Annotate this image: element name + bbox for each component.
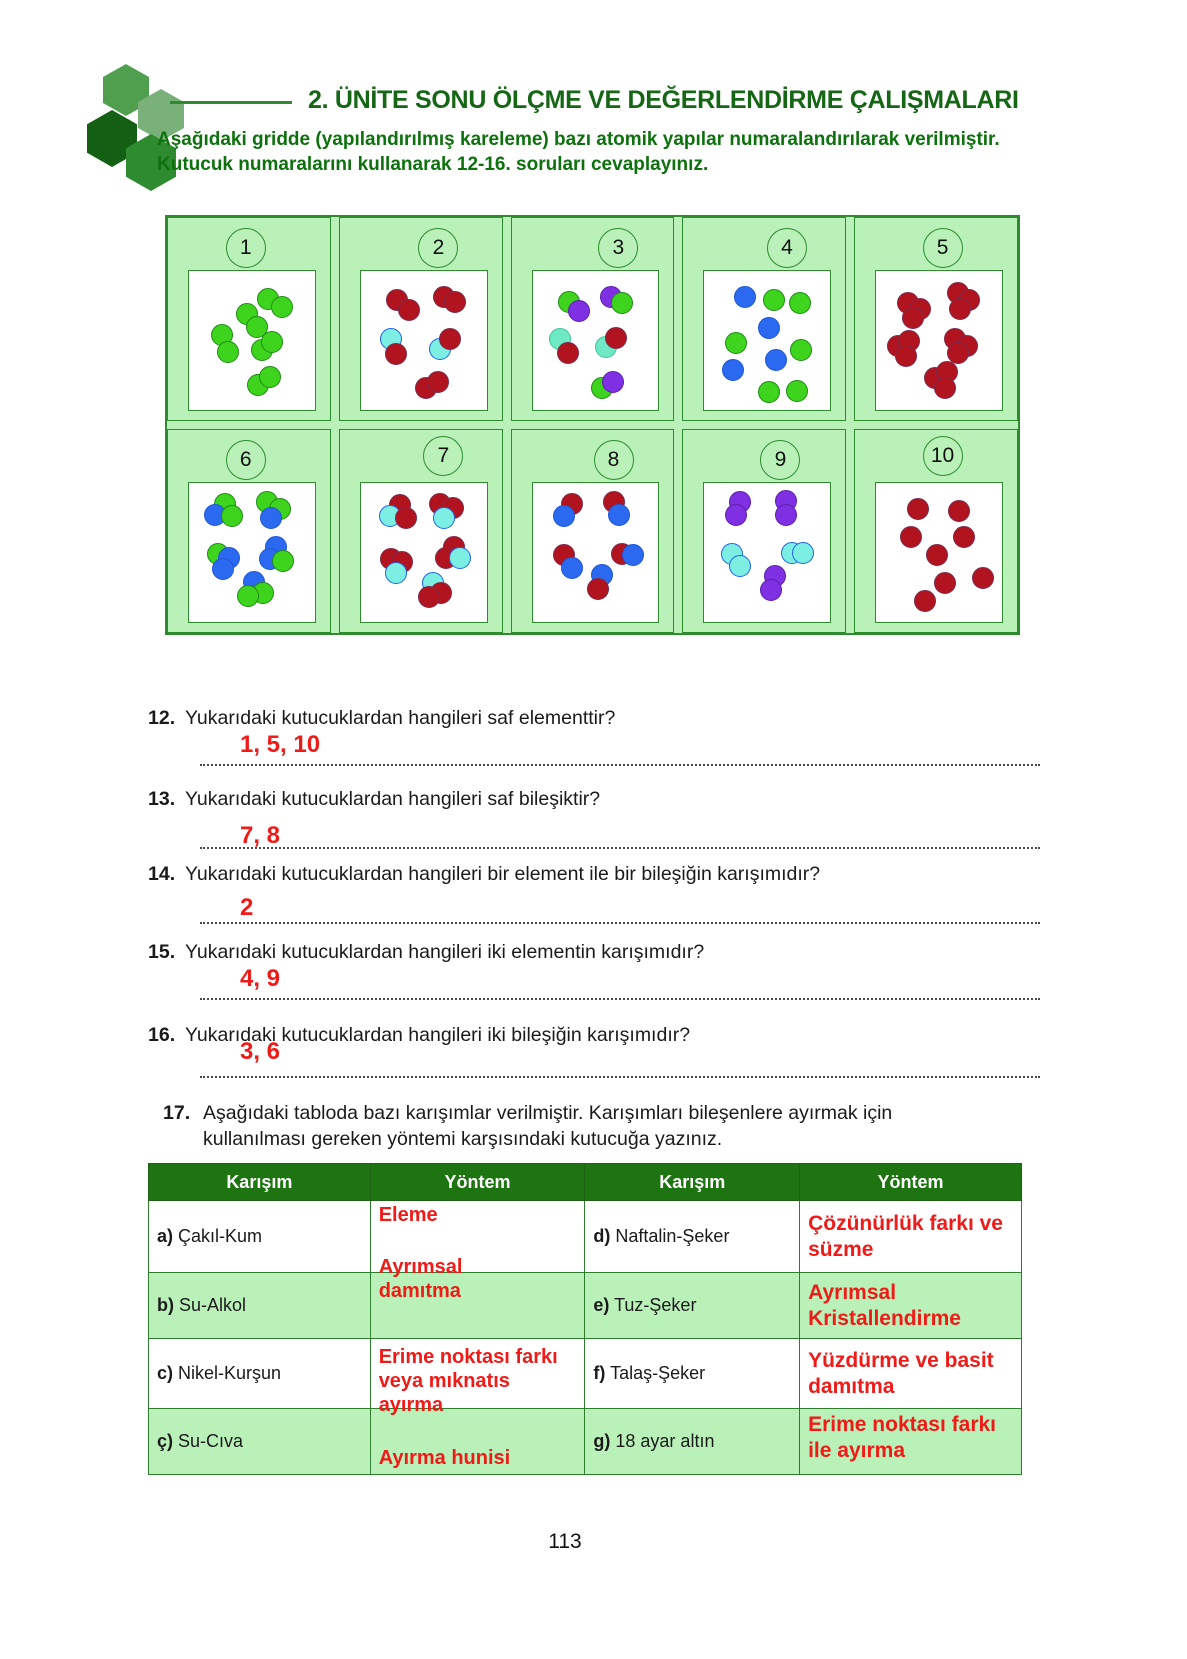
handwritten-answer: 2 [240,894,254,921]
question-text: Yukarıdaki kutucuklardan hangileri saf elementtir? [185,707,616,729]
green-atom [237,585,259,607]
green-atom [261,331,283,353]
column-header: Karışım [149,1164,371,1201]
answer-line [200,847,1040,849]
box-number: 10 [930,444,955,467]
atoms-area [703,270,831,411]
mixture-cell [585,1339,800,1409]
blue-atom [722,359,744,381]
handwritten-method: Erime noktası farkı veya mıknatıs ayırma [378,1346,558,1416]
blue-atom [758,317,780,339]
red-atom [934,572,956,594]
question-number: 17. [163,1102,191,1124]
red-atom [947,342,969,364]
red-atom [418,586,440,608]
question-text: Yukarıdaki kutucuklardan hangileri saf bileşiktir? [185,788,601,810]
box-number-badge [423,436,463,476]
box-number-badge [226,228,266,268]
green-atom [272,550,294,572]
red-atom [439,328,461,350]
red-atom [948,500,970,522]
green-atom [217,341,239,363]
red-atom [900,526,922,548]
atoms-area [532,270,660,411]
question-15 [148,941,1040,1021]
blue-atom [765,349,787,371]
green-atom [725,332,747,354]
method-cell [370,1409,585,1475]
grid-box-3 [511,217,675,421]
box-number-badge [226,440,266,480]
handwritten-answer: 4, 9 [240,965,281,992]
red-atom [398,299,420,321]
method-cell [800,1273,1022,1339]
red-atom [972,567,994,589]
atoms-area [188,482,316,623]
handwritten-method: Yüzdürme ve basit damıtma [808,1349,994,1398]
red-atom [949,298,971,320]
question-17 [163,1100,983,1153]
question-16 [148,1024,1040,1094]
item-label: d) [593,1226,611,1246]
mixture-name: Su-Cıva [178,1431,244,1451]
green-atom [271,296,293,318]
box-number: 6 [239,448,252,471]
method-cell [370,1256,585,1339]
mixture-cell [585,1201,800,1273]
atoms-area [703,482,831,623]
box-number: 8 [607,448,620,471]
green-atom [221,505,243,527]
method-cell [800,1409,1022,1475]
box-number: 3 [612,236,625,259]
red-atom [385,343,407,365]
grid-box-1 [167,217,331,421]
box-number-badge [760,440,800,480]
mixture-cell [585,1273,800,1339]
grid-box-9 [682,429,846,633]
red-atom [395,507,417,529]
red-atom [427,371,449,393]
blue-atom [553,505,575,527]
column-header: Yöntem [370,1164,585,1201]
question-13 [148,788,1040,868]
blue-atom [734,286,756,308]
green-atom [790,339,812,361]
mixture-name: Talaş-Şeker [610,1363,706,1383]
cyan-atom [792,542,814,564]
mixtures-table [148,1163,1022,1475]
question-number: 13. [148,788,176,810]
red-atom [926,544,948,566]
question-text: Yukarıdaki kutucuklardan hangileri bir element ile bir bileşiğin karışımıdır? [185,863,821,885]
item-label: b) [157,1295,174,1315]
blue-atom [608,504,630,526]
grid-box-10 [854,429,1018,633]
red-atom [605,327,627,349]
mixture-name: Nikel-Kurşun [178,1363,282,1383]
grid-box-7 [339,429,503,633]
item-label: c) [157,1363,174,1383]
blue-atom [622,544,644,566]
box-number-badge [923,228,963,268]
question-number: 14. [148,863,176,885]
question-14 [148,863,1040,943]
item-label: g) [593,1431,611,1451]
mixture-cell [149,1273,371,1339]
mixture-name: Tuz-Şeker [614,1295,697,1315]
handwritten-method: Ayrımsal Kristallendirme [808,1281,961,1330]
question-text: Yukarıdaki kutucuklardan hangileri iki bileşiğin karışımıdır? [185,1024,691,1046]
cyan-atom [433,507,455,529]
purple-atom [760,579,782,601]
instructions-text: Aşağıdaki gridde (yapılandırılmış kareleme) bazı atomik yapılar numaralandırılarak verilmiştir. Kutucuk numaralarını kullanarak 12-16. soruları cevaplayınız. [157,129,1000,175]
handwritten-method: Çözünürlük farkı ve süzme [808,1212,1003,1261]
red-atom [902,307,924,329]
method-cell [370,1339,585,1416]
grid-box-4 [682,217,846,421]
question-12 [148,707,1040,787]
mixture-name: Çakıl-Kum [178,1226,263,1246]
question-text: Aşağıdaki tabloda bazı karışımlar verilmiştir. Karışımları bileşenlere ayırmak için kullanılması gereken yöntemi karşısındaki kutucuğa yazınız. [203,1102,893,1151]
box-number-badge [418,228,458,268]
grid-box-8 [511,429,675,633]
answer-line [200,922,1040,924]
grid-box-5 [854,217,1018,421]
cyan-atom [385,562,407,584]
atomic-structures-grid [165,215,1020,635]
title-rule [170,101,292,104]
question-number: 12. [148,707,176,729]
handwritten-method: Erime noktası farkı ile ayırma [808,1413,997,1462]
page-number: 113 [548,1530,582,1553]
handwritten-answer: 3, 6 [240,1038,281,1065]
question-number: 15. [148,941,176,963]
page-title: 2. ÜNİTE SONU ÖLÇME VE DEĞERLENDİRME ÇALIŞMALARI [308,86,1019,114]
item-label: f) [593,1363,606,1383]
mixture-cell [149,1409,371,1475]
table-row [149,1409,1022,1475]
question-number: 16. [148,1024,176,1046]
method-cell [800,1201,1022,1273]
box-number: 1 [239,236,252,259]
red-atom [557,342,579,364]
red-atom [587,578,609,600]
box-number-badge [598,228,638,268]
handwritten-method: Ayrımsal damıtma [378,1256,463,1302]
box-number: 2 [432,236,445,259]
atoms-area [360,482,488,623]
grid-box-2 [339,217,503,421]
table-header-row [149,1164,1022,1201]
table-row [149,1339,1022,1409]
box-number-badge [767,228,807,268]
red-atom [907,498,929,520]
green-atom [758,381,780,403]
green-atom [786,380,808,402]
green-atom [259,366,281,388]
green-atom [611,292,633,314]
cyan-atom [729,555,751,577]
column-header: Yöntem [800,1164,1022,1201]
handwritten-method: Eleme [378,1204,438,1226]
red-atom [953,526,975,548]
mixture-cell [585,1409,800,1475]
mixture-name: 18 ayar altın [615,1431,715,1451]
purple-atom [602,371,624,393]
box-number-badge [923,436,963,476]
cyan-atom [449,547,471,569]
atoms-area [188,270,316,411]
box-number: 5 [936,236,949,259]
table-row [149,1201,1022,1273]
column-header: Karışım [585,1164,800,1201]
blue-atom [260,507,282,529]
handwritten-answer: 1, 5, 10 [240,731,321,758]
green-atom [789,292,811,314]
blue-atom [212,558,234,580]
purple-atom [725,504,747,526]
atoms-area [875,270,1003,411]
box-number-badge [594,440,634,480]
item-label: a) [157,1226,174,1246]
answer-line [200,1076,1040,1078]
mixture-cell [149,1339,371,1409]
purple-atom [568,300,590,322]
atoms-area [360,270,488,411]
grid-box-6 [167,429,331,633]
handwritten-method: Ayırma hunisi [378,1447,511,1469]
table-row [149,1273,1022,1339]
atoms-area [532,482,660,623]
box-number: 7 [437,444,450,467]
purple-atom [775,504,797,526]
green-atom [763,289,785,311]
answer-line [200,764,1040,766]
red-atom [934,377,956,399]
mixture-cell [149,1201,371,1273]
item-label: ç) [157,1431,174,1451]
mixture-name: Su-Alkol [179,1295,247,1315]
item-label: e) [593,1295,610,1315]
box-number: 9 [774,448,787,471]
box-number: 4 [781,236,793,259]
atoms-area [875,482,1003,623]
answer-line [200,998,1040,1000]
question-text: Yukarıdaki kutucuklardan hangileri iki elementin karışımıdır? [185,941,705,963]
red-atom [895,345,917,367]
mixture-name: Naftalin-Şeker [615,1226,730,1246]
method-cell [800,1339,1022,1409]
blue-atom [561,557,583,579]
red-atom [914,590,936,612]
red-atom [444,291,466,313]
handwritten-answer: 7, 8 [240,822,281,849]
